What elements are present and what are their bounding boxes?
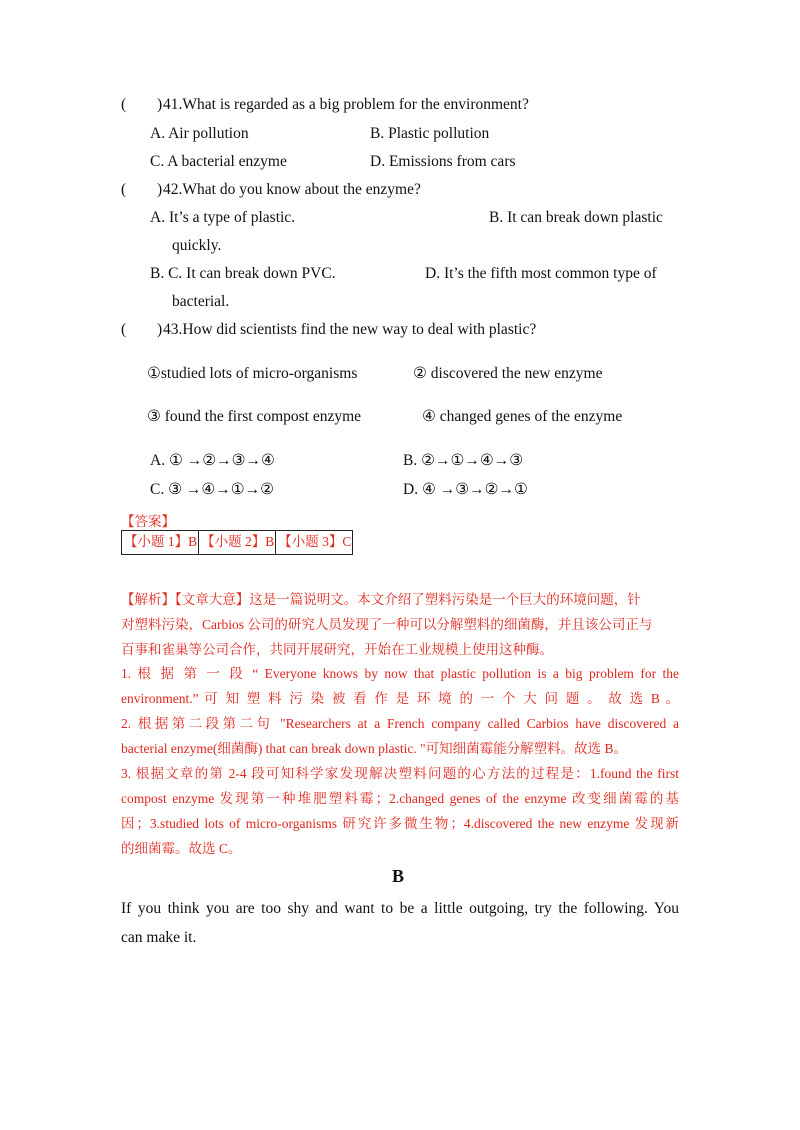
question-stem: 41.What is regarded as a big problem for the environment? [163,96,529,113]
option-d: D. Emissions from cars [370,153,516,170]
option-b: B. ②→①→④→③ [403,452,524,469]
option-c: C. ③ →④→①→② [150,481,275,498]
option-c: C. A bacterial enzyme [150,153,287,170]
option-d: D. It’s the fifth most common type of [425,265,657,282]
option-b: B. Plastic pollution [370,125,490,142]
question-stem: 42.What do you know about the enzyme? [163,181,421,198]
option-d-continued: bacterial. [172,293,230,310]
question-stem: 43.How did scientists find the new way to deal with plastic? [163,321,537,338]
analysis-line: compost enzyme 发现第一种堆肥塑料霉；2.changed genes of the enzyme 改变细菌霉的基 [121,791,679,806]
analysis-line: 百事和雀巢等公司合作，共同开展研究，开始在工业规模上使用这种酶。 [121,642,553,657]
analysis-line: 【解析】【文章大意】这是一篇说明文。本文介绍了塑料污染是一个巨大的环境问题，针 [121,592,641,607]
step-2: ② discovered the new enzyme [413,365,603,382]
step-3: ③ found the first compost enzyme [147,408,362,425]
answer-cell-2: 【小题 2】B [199,531,276,555]
analysis-line: 的细菌霉。故选 C。 [121,841,242,856]
answer-table [121,530,353,555]
option-a: A. ① →②→③→④ [150,452,275,469]
option-d: D. ④ →③→②→① [403,481,528,498]
option-a: A. Air pollution [150,125,249,142]
answer-paren-open: ( [121,96,127,113]
analysis-line: 1. 根 据 第 一 段 “ Everyone knows by now that plastic pollution is a big problem for the [121,666,679,681]
option-b: B. It can break down plastic [489,209,663,226]
step-4: ④ changed genes of the enzyme [422,408,623,425]
answer-label: 【答案】 [121,514,175,529]
option-a: A. It’s a type of plastic. [150,209,296,226]
step-1: ①studied lots of micro-organisms [147,365,358,382]
answer-paren-close: ) [157,321,163,338]
analysis-line: 因；3.studied lots of micro-organisms 研究许多微生物；4.discovered the new enzyme 发现新 [121,816,679,831]
section-paragraph-line: can make it. [121,929,197,946]
answer-paren-close: ) [157,181,163,198]
analysis-line: 3. 根据文章的第 2-4 段可知科学家发现解决塑料问题的心方法的过程是：1.found the first [121,766,679,781]
answer-cell-3: 【小题 3】C [276,531,353,555]
analysis-line: environment.” 可 知 塑 料 污 染 被 看 作 是 环 境 的 一 个 大 问 题 。 故 选 B 。 [121,691,679,706]
option-c: B. C. It can break down PVC. [150,265,336,282]
answer-paren-open: ( [121,181,127,198]
analysis-line: 对塑料污染，Carbios 公司的研究人员发现了一种可以分解塑料的细菌酶，并且该公司正与 [121,617,653,632]
option-b-continued: quickly. [172,237,222,254]
answer-paren-close: ) [157,96,163,113]
section-heading: B [392,866,405,886]
section-paragraph-line: If you think you are too shy and want to be a little outgoing, try the following. You [121,900,679,917]
analysis-line: 2. 根据第二段第二句 "Researchers at a French company called Carbios have discovered a [121,716,679,731]
answer-cell-1: 【小题 1】B [122,531,199,555]
analysis-line: bacterial enzyme(细菌酶) that can break down plastic. "可知细菌霉能分解塑料。故选 B。 [121,741,628,756]
answer-paren-open: ( [121,321,127,338]
